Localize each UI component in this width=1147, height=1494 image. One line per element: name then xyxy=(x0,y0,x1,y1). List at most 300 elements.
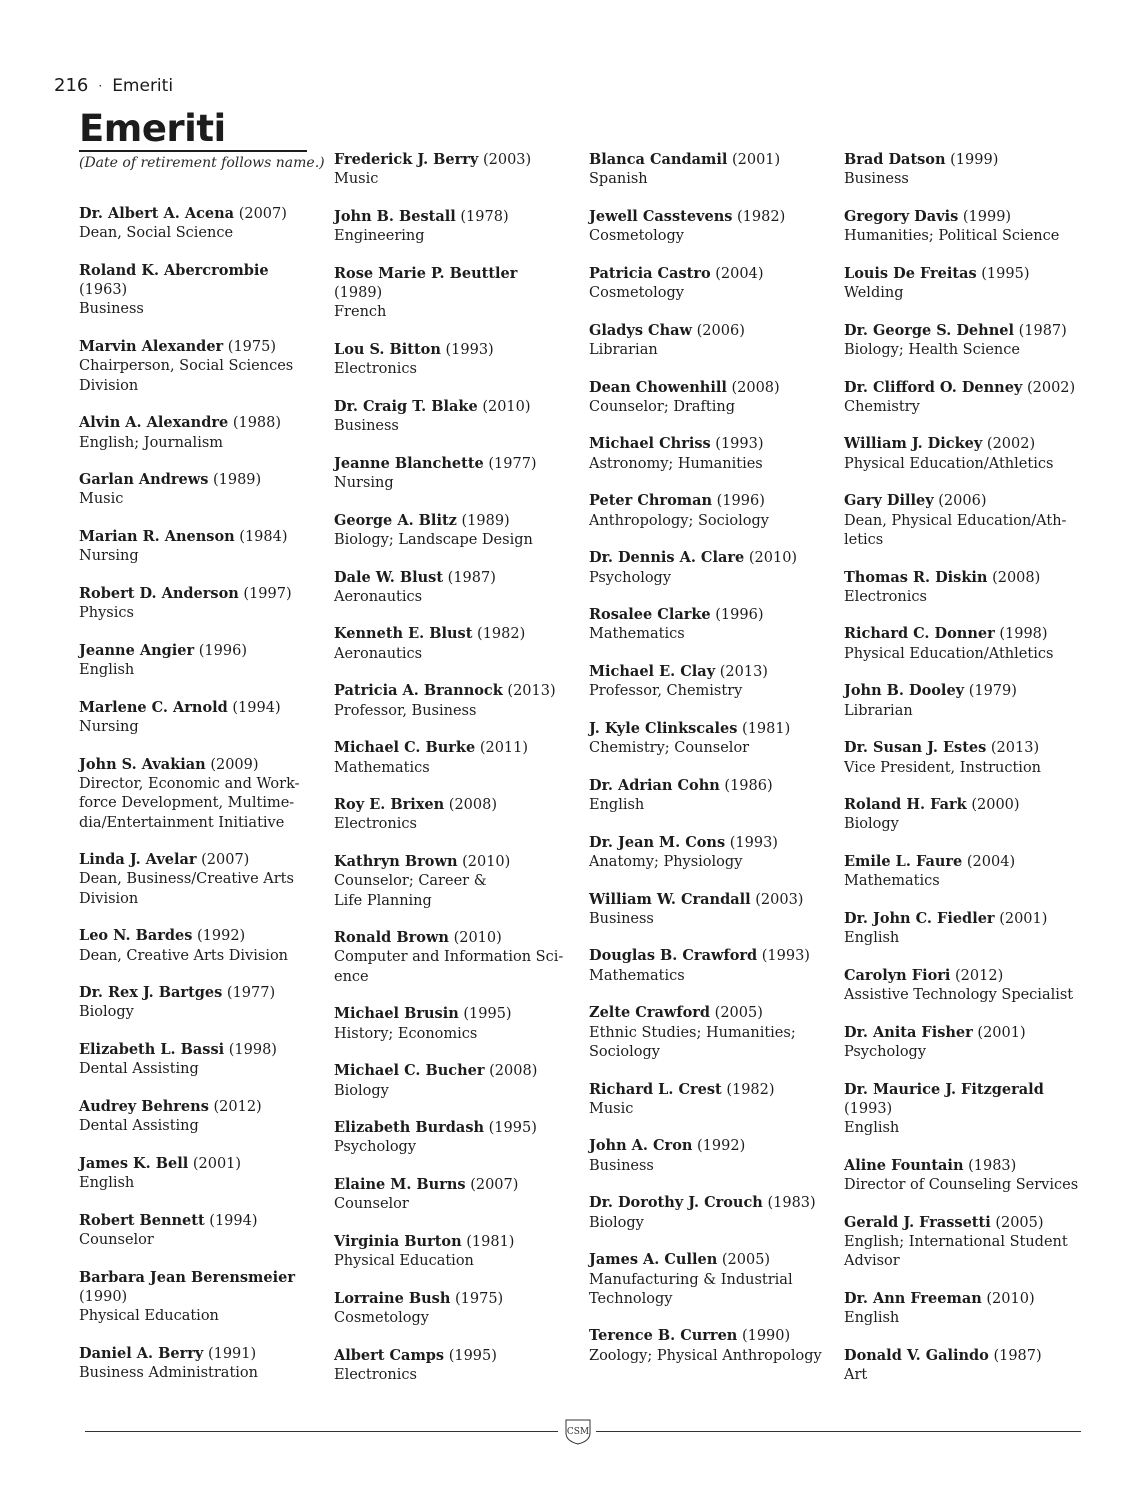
retirement-year: (2013) xyxy=(990,740,1040,757)
emeritus-name: Albert Camps xyxy=(334,1346,445,1364)
retirement-year: (2002) xyxy=(1026,379,1076,396)
emeritus-role: Astronomy; Humanities xyxy=(589,455,763,472)
emeritus-entry xyxy=(589,378,825,418)
emeritus-name: Roy E. Brixen xyxy=(334,796,445,814)
emeritus-role: Counselor; Drafting xyxy=(589,398,735,415)
emeritus-role: Physical Education xyxy=(334,1253,474,1270)
retirement-year: (2001) xyxy=(731,152,781,168)
emeritus-role: Zoology; Physical Anthropology xyxy=(589,1347,822,1364)
emeritus-entry xyxy=(334,511,570,551)
retirement-year: (2006) xyxy=(696,322,745,339)
emeritus-role: Psychology xyxy=(334,1139,417,1156)
emeritus-entry xyxy=(844,1346,1080,1386)
emeriti-column-1 xyxy=(79,204,315,1401)
retirement-year: (2004) xyxy=(715,265,764,282)
retirement-year: (1989) xyxy=(334,285,383,302)
emeritus-entry xyxy=(844,1023,1080,1063)
retirement-year: (2010) xyxy=(462,853,511,870)
retirement-year: (2007) xyxy=(201,852,250,869)
retirement-year: (1996) xyxy=(716,493,765,510)
emeritus-entry xyxy=(79,470,315,510)
section-name: Emeriti xyxy=(112,76,174,96)
emeritus-entry xyxy=(589,1250,825,1309)
emeritus-role: Assistive Technology Specialist xyxy=(844,987,1074,1004)
emeritus-name: Kenneth E. Blust xyxy=(334,625,473,643)
emeritus-entry xyxy=(334,738,570,778)
emeritus-entry xyxy=(79,1211,315,1251)
emeritus-role: Nursing xyxy=(79,719,139,736)
retirement-year: (1988) xyxy=(232,415,282,432)
emeritus-name: Roland K. Abercrombie xyxy=(79,261,269,279)
emeritus-role: Physical Education/Athletics xyxy=(844,455,1054,472)
retirement-year: (1996) xyxy=(715,607,764,624)
retirement-year: (2008) xyxy=(992,569,1041,586)
retirement-year: (2012) xyxy=(213,1098,262,1115)
emeritus-entry xyxy=(334,1118,570,1158)
emeritus-entry xyxy=(589,605,825,645)
emeritus-role: Physical Education xyxy=(79,1308,219,1325)
emeritus-name: Virginia Burton xyxy=(334,1232,462,1250)
retirement-year: (2013) xyxy=(719,664,768,681)
emeritus-name: Marvin Alexander xyxy=(79,338,224,356)
emeritus-entry xyxy=(79,850,315,909)
emeritus-role: Dental Assisting xyxy=(79,1061,199,1078)
emeritus-name: Lorraine Bush xyxy=(334,1289,451,1307)
retirement-year: (2000) xyxy=(971,797,1020,814)
emeritus-entry xyxy=(589,434,825,474)
emeritus-entry xyxy=(589,946,825,986)
emeritus-name: James A. Cullen xyxy=(589,1251,718,1269)
emeritus-name: Brad Datson xyxy=(844,151,946,168)
emeritus-entry xyxy=(79,261,315,320)
emeritus-entry xyxy=(589,890,825,930)
retirement-year: (2001) xyxy=(977,1024,1026,1041)
emeritus-name: Leo N. Bardes xyxy=(79,927,193,945)
emeritus-entry xyxy=(844,1289,1080,1329)
retirement-year: (1981) xyxy=(742,720,791,737)
retirement-year: (2001) xyxy=(192,1155,242,1172)
emeritus-name: Gregory Davis xyxy=(844,207,959,225)
emeritus-entry xyxy=(589,662,825,702)
emeritus-name: George A. Blitz xyxy=(334,511,457,529)
emeritus-entry xyxy=(334,568,570,608)
emeritus-entry xyxy=(79,413,315,453)
emeritus-name: William W. Crandall xyxy=(589,890,751,908)
emeritus-role: Business Administration xyxy=(79,1365,258,1382)
emeritus-entry xyxy=(844,150,1080,190)
emeritus-role: Psychology xyxy=(844,1043,927,1060)
emeritus-entry xyxy=(589,207,825,247)
emeritus-role: Librarian xyxy=(844,702,913,719)
emeritus-name: Elizabeth L. Bassi xyxy=(79,1041,225,1059)
emeritus-name: Dr. Maurice J. Fitzgerald xyxy=(844,1080,1044,1098)
retirement-year: (1989) xyxy=(461,512,510,529)
footer-rule-left xyxy=(85,1431,558,1432)
running-header xyxy=(54,75,173,96)
emeritus-name: Elaine M. Burns xyxy=(334,1176,466,1194)
retirement-year: (1978) xyxy=(460,208,509,225)
emeritus-role: Biology xyxy=(589,1214,644,1231)
emeritus-entry xyxy=(334,1346,570,1386)
emeritus-role: Spanish xyxy=(589,171,648,188)
emeritus-role: Nursing xyxy=(79,548,139,565)
retirement-year: (2004) xyxy=(966,853,1016,870)
retirement-year: (2005) xyxy=(721,1252,771,1269)
retirement-year: (1982) xyxy=(477,626,526,643)
emeritus-entry xyxy=(334,397,570,437)
emeritus-name: Terence B. Curren xyxy=(589,1327,738,1345)
emeritus-entry xyxy=(589,1193,825,1233)
emeritus-role: Professor, Chemistry xyxy=(589,683,743,700)
retirement-year: (1977) xyxy=(488,455,537,472)
emeritus-entry xyxy=(844,852,1080,892)
retirement-year: (2010) xyxy=(748,550,798,567)
retirement-year: (2003) xyxy=(482,152,532,168)
emeritus-role: English xyxy=(844,1120,900,1137)
emeritus-name: Marlene C. Arnold xyxy=(79,698,228,716)
retirement-year: (1996) xyxy=(198,642,247,659)
emeritus-entry xyxy=(334,1232,570,1272)
retirement-year: (2008) xyxy=(448,797,497,814)
emeritus-entry xyxy=(334,150,570,190)
emeritus-entry xyxy=(334,207,570,247)
retirement-year: (2007) xyxy=(470,1177,519,1194)
emeritus-entry xyxy=(589,1003,825,1062)
emeritus-role: Dean, Social Science xyxy=(79,225,234,242)
emeritus-name: Marian R. Anenson xyxy=(79,528,235,546)
emeritus-entry xyxy=(79,1344,315,1384)
emeritus-entry xyxy=(589,548,825,588)
emeritus-name: Ronald Brown xyxy=(334,929,449,947)
emeritus-role: English xyxy=(79,1175,135,1192)
emeritus-role: English; International Student Advisor xyxy=(844,1233,1068,1270)
emeritus-name: Kathryn Brown xyxy=(334,852,458,870)
emeritus-role: Chemistry xyxy=(844,398,920,415)
emeritus-entry xyxy=(334,1004,570,1044)
retirement-year: (1983) xyxy=(968,1157,1017,1174)
csm-logo-icon xyxy=(563,1417,593,1445)
emeritus-name: Dr. Clifford O. Denney xyxy=(844,378,1023,396)
emeritus-name: Dr. Albert A. Acena xyxy=(79,205,235,222)
emeritus-entry xyxy=(79,755,315,833)
retirement-year: (1989) xyxy=(212,472,262,489)
emeritus-entry xyxy=(79,1040,315,1080)
emeritus-role: Chemistry; Counselor xyxy=(589,740,750,757)
emeritus-name: J. Kyle Clinkscales xyxy=(589,719,738,737)
emeritus-name: Dr. Craig T. Blake xyxy=(334,397,478,415)
emeritus-entry xyxy=(334,264,570,323)
emeriti-column-4 xyxy=(844,150,1080,1403)
emeritus-entry xyxy=(334,795,570,835)
emeritus-entry xyxy=(589,1080,825,1120)
retirement-year: (2011) xyxy=(479,740,529,757)
emeritus-name: Roland H. Fark xyxy=(844,796,967,814)
retirement-year: (1963) xyxy=(79,282,128,299)
retirement-year: (1993) xyxy=(445,341,494,358)
emeritus-role: Welding xyxy=(844,285,904,302)
emeritus-entry xyxy=(844,624,1080,664)
emeritus-role: Biology xyxy=(844,816,899,833)
emeritus-name: Dr. Adrian Cohn xyxy=(589,776,720,794)
emeriti-column-2 xyxy=(334,150,570,1403)
emeritus-name: John B. Dooley xyxy=(844,682,965,700)
emeritus-role: Librarian xyxy=(589,341,658,358)
emeritus-name: Louis De Freitas xyxy=(844,264,977,282)
separator-dot: · xyxy=(98,79,103,93)
emeritus-name: Robert Bennett xyxy=(79,1211,205,1229)
emeritus-role: Music xyxy=(79,491,124,508)
emeritus-name: Dr. John C. Fiedler xyxy=(844,909,995,927)
retirement-year: (1993) xyxy=(715,436,764,453)
retirement-year: (1982) xyxy=(737,208,786,225)
retirement-year: (1995) xyxy=(448,1347,497,1364)
retirement-year: (1979) xyxy=(968,683,1017,700)
retirement-year: (1992) xyxy=(697,1138,746,1155)
retirement-note: (Date of retirement follows name.) xyxy=(79,155,325,171)
emeritus-entry xyxy=(844,1213,1080,1272)
emeritus-entry xyxy=(589,264,825,304)
retirement-year: (1975) xyxy=(454,1290,504,1307)
emeritus-entry xyxy=(334,928,570,987)
emeritus-role: Dean, Business/Creative Arts Division xyxy=(79,871,294,907)
emeritus-name: Dr. Rex J. Bartges xyxy=(79,984,223,1002)
emeritus-role: Dean, Physical Education/Ath- letics xyxy=(844,512,1067,548)
emeritus-entry xyxy=(589,1326,825,1366)
emeritus-entry xyxy=(589,321,825,361)
emeritus-entry xyxy=(844,434,1080,474)
emeritus-entry xyxy=(844,321,1080,361)
emeritus-entry xyxy=(79,584,315,624)
emeritus-name: Gary Dilley xyxy=(844,492,934,510)
emeritus-name: Dr. Dorothy J. Crouch xyxy=(589,1194,763,1212)
retirement-year: (2013) xyxy=(507,683,556,700)
emeritus-name: Audrey Behrens xyxy=(79,1097,209,1115)
emeritus-name: Patricia A. Brannock xyxy=(334,682,503,700)
emeritus-role: Engineering xyxy=(334,228,425,245)
emeritus-name: Dale W. Blust xyxy=(334,568,444,586)
emeritus-name: Thomas R. Diskin xyxy=(844,568,988,586)
emeritus-entry xyxy=(334,681,570,721)
emeritus-name: John B. Bestall xyxy=(334,207,456,225)
emeritus-name: Michael C. Bucher xyxy=(334,1062,485,1080)
emeritus-role: Ethnic Studies; Humanities; Sociology xyxy=(589,1024,796,1060)
emeritus-name: Rose Marie P. Beuttler xyxy=(334,264,518,282)
emeritus-name: Daniel A. Berry xyxy=(79,1344,204,1362)
emeritus-name: Alvin A. Alexandre xyxy=(79,414,229,432)
emeritus-name: William J. Dickey xyxy=(844,435,983,453)
retirement-year: (1984) xyxy=(239,529,288,546)
retirement-year: (1992) xyxy=(197,928,246,945)
emeritus-entry xyxy=(844,909,1080,949)
emeritus-role: Dean, Creative Arts Division xyxy=(79,947,289,964)
retirement-year: (2009) xyxy=(210,756,259,773)
retirement-year: (1983) xyxy=(767,1195,816,1212)
emeritus-role: Electronics xyxy=(334,816,417,833)
retirement-year: (2003) xyxy=(755,891,804,908)
retirement-year: (1987) xyxy=(447,569,496,586)
retirement-year: (2012) xyxy=(955,967,1004,984)
logo-text: CSM xyxy=(566,1427,590,1437)
emeritus-entry xyxy=(79,641,315,681)
emeritus-entry xyxy=(589,150,825,190)
emeritus-role: Biology; Health Science xyxy=(844,341,1020,358)
retirement-year: (1975) xyxy=(227,339,277,356)
retirement-year: (2001) xyxy=(999,910,1048,927)
emeritus-name: Peter Chroman xyxy=(589,492,713,510)
emeritus-role: Business xyxy=(79,301,144,318)
emeritus-role: Mathematics xyxy=(334,759,430,776)
retirement-year: (1982) xyxy=(726,1081,775,1098)
emeritus-entry xyxy=(79,1097,315,1137)
emeritus-name: Garlan Andrews xyxy=(79,471,209,489)
emeritus-name: Emile L. Faure xyxy=(844,852,963,870)
emeriti-column-3 xyxy=(589,150,825,1383)
emeritus-name: James K. Bell xyxy=(79,1154,189,1172)
emeritus-role: Music xyxy=(334,171,379,188)
emeritus-name: Michael Chriss xyxy=(589,435,711,453)
emeritus-name: Donald V. Galindo xyxy=(844,1346,989,1364)
emeritus-entry xyxy=(844,491,1080,550)
emeritus-entry xyxy=(844,1156,1080,1196)
retirement-year: (2007) xyxy=(238,206,287,222)
emeritus-role: English xyxy=(79,662,135,679)
emeritus-role: English xyxy=(844,1310,900,1327)
retirement-year: (1995) xyxy=(488,1120,537,1137)
retirement-year: (1994) xyxy=(209,1212,258,1229)
emeritus-role: Anatomy; Physiology xyxy=(589,853,743,870)
emeritus-name: Lou S. Bitton xyxy=(334,340,441,358)
retirement-year: (1997) xyxy=(243,585,292,602)
emeritus-role: Dental Assisting xyxy=(79,1118,199,1135)
retirement-year: (2006) xyxy=(938,493,987,510)
retirement-year: (2008) xyxy=(731,379,780,396)
emeritus-role: Biology; Landscape Design xyxy=(334,531,533,548)
emeritus-entry xyxy=(334,624,570,664)
emeritus-name: Dr. Susan J. Estes xyxy=(844,739,987,757)
emeritus-role: Director, Economic and Work- force Development, Multime- dia/Entertainment Initiative xyxy=(79,775,300,831)
emeritus-role: Music xyxy=(589,1100,634,1117)
emeritus-role: Aeronautics xyxy=(334,645,423,662)
emeritus-name: Carolyn Fiori xyxy=(844,966,951,984)
retirement-year: (1993) xyxy=(844,1100,893,1117)
retirement-year: (2010) xyxy=(453,930,502,947)
emeritus-entry xyxy=(334,1175,570,1215)
emeritus-entry xyxy=(844,378,1080,418)
emeritus-role: Psychology xyxy=(589,569,672,586)
retirement-year: (1995) xyxy=(981,265,1030,282)
emeritus-role: Physical Education/Athletics xyxy=(844,645,1054,662)
emeritus-name: Jewell Casstevens xyxy=(589,207,733,225)
emeritus-name: John S. Avakian xyxy=(79,755,206,773)
emeritus-entry xyxy=(844,1080,1080,1139)
emeritus-name: Frederick J. Berry xyxy=(334,151,479,168)
emeritus-entry xyxy=(334,454,570,494)
emeritus-role: Mathematics xyxy=(844,873,940,890)
retirement-year: (1981) xyxy=(466,1233,515,1250)
emeritus-role: Counselor xyxy=(79,1232,154,1249)
emeritus-entry xyxy=(844,207,1080,247)
emeritus-entry xyxy=(589,776,825,816)
emeritus-role: Biology xyxy=(334,1082,389,1099)
emeritus-role: Director of Counseling Services xyxy=(844,1177,1079,1194)
emeritus-entry xyxy=(589,491,825,531)
emeritus-role: Electronics xyxy=(334,1367,417,1383)
emeritus-role: Physics xyxy=(79,605,134,622)
emeritus-role: Mathematics xyxy=(589,626,685,643)
emeritus-name: Dean Chowenhill xyxy=(589,378,727,396)
emeritus-name: Zelte Crawford xyxy=(589,1004,711,1022)
emeritus-entry xyxy=(334,1061,570,1101)
emeritus-entry xyxy=(334,340,570,380)
emeritus-name: Patricia Castro xyxy=(589,264,711,282)
emeritus-entry xyxy=(589,1136,825,1176)
retirement-year: (1998) xyxy=(228,1042,277,1059)
emeritus-name: Blanca Candamil xyxy=(589,151,728,168)
emeritus-role: Cosmetology xyxy=(334,1310,429,1327)
emeritus-role: Mathematics xyxy=(589,967,685,984)
emeritus-role: Cosmetology xyxy=(589,228,684,245)
emeritus-name: Richard L. Crest xyxy=(589,1080,722,1098)
emeritus-name: Gerald J. Frassetti xyxy=(844,1213,991,1231)
emeritus-role: Cosmetology xyxy=(589,285,684,302)
retirement-year: (1995) xyxy=(463,1006,512,1023)
emeritus-role: English; Journalism xyxy=(79,434,224,451)
emeritus-role: Chairperson, Social Sciences Division xyxy=(79,358,294,394)
retirement-year: (1998) xyxy=(999,626,1048,643)
emeritus-name: Jeanne Blanchette xyxy=(334,454,484,472)
emeritus-entry xyxy=(79,926,315,966)
emeritus-entry xyxy=(844,738,1080,778)
retirement-year: (1993) xyxy=(761,948,810,965)
emeritus-name: Gladys Chaw xyxy=(589,321,693,339)
emeritus-role: Vice President, Instruction xyxy=(844,759,1042,776)
emeritus-role: Business xyxy=(589,1157,654,1174)
emeritus-role: Computer and Information Sci- ence xyxy=(334,949,564,985)
retirement-year: (1987) xyxy=(1018,322,1067,339)
emeritus-entry xyxy=(844,795,1080,835)
emeritus-role: Art xyxy=(844,1367,868,1383)
emeritus-name: Rosalee Clarke xyxy=(589,606,711,624)
retirement-year: (1977) xyxy=(226,985,276,1002)
emeritus-name: Michael C. Burke xyxy=(334,739,476,757)
retirement-year: (2008) xyxy=(489,1063,538,1080)
retirement-year: (1990) xyxy=(741,1328,791,1345)
page-number: 216 xyxy=(54,75,89,96)
emeritus-entry xyxy=(844,966,1080,1006)
emeritus-role: English xyxy=(589,797,645,814)
emeritus-name: Michael E. Clay xyxy=(589,663,716,681)
emeritus-name: Robert D. Anderson xyxy=(79,584,239,602)
emeritus-name: Linda J. Avelar xyxy=(79,851,197,869)
emeritus-role: Aeronautics xyxy=(334,588,423,605)
emeritus-name: Barbara Jean Berensmeier xyxy=(79,1268,295,1286)
emeritus-entry xyxy=(79,337,315,396)
emeritus-role: History; Economics xyxy=(334,1025,478,1042)
retirement-year: (2005) xyxy=(714,1005,763,1022)
emeritus-role: Humanities; Political Science xyxy=(844,228,1060,245)
retirement-year: (1986) xyxy=(724,777,773,794)
emeritus-entry xyxy=(844,568,1080,608)
emeritus-entry xyxy=(79,1154,315,1194)
emeritus-role: Business xyxy=(589,910,654,927)
retirement-year: (1993) xyxy=(729,834,778,851)
emeritus-entry xyxy=(589,719,825,759)
emeritus-name: Michael Brusin xyxy=(334,1005,459,1023)
emeritus-role: Biology xyxy=(79,1004,134,1021)
emeritus-name: Aline Fountain xyxy=(844,1156,964,1174)
retirement-year: (2010) xyxy=(986,1290,1035,1307)
emeritus-entry xyxy=(79,1268,315,1327)
